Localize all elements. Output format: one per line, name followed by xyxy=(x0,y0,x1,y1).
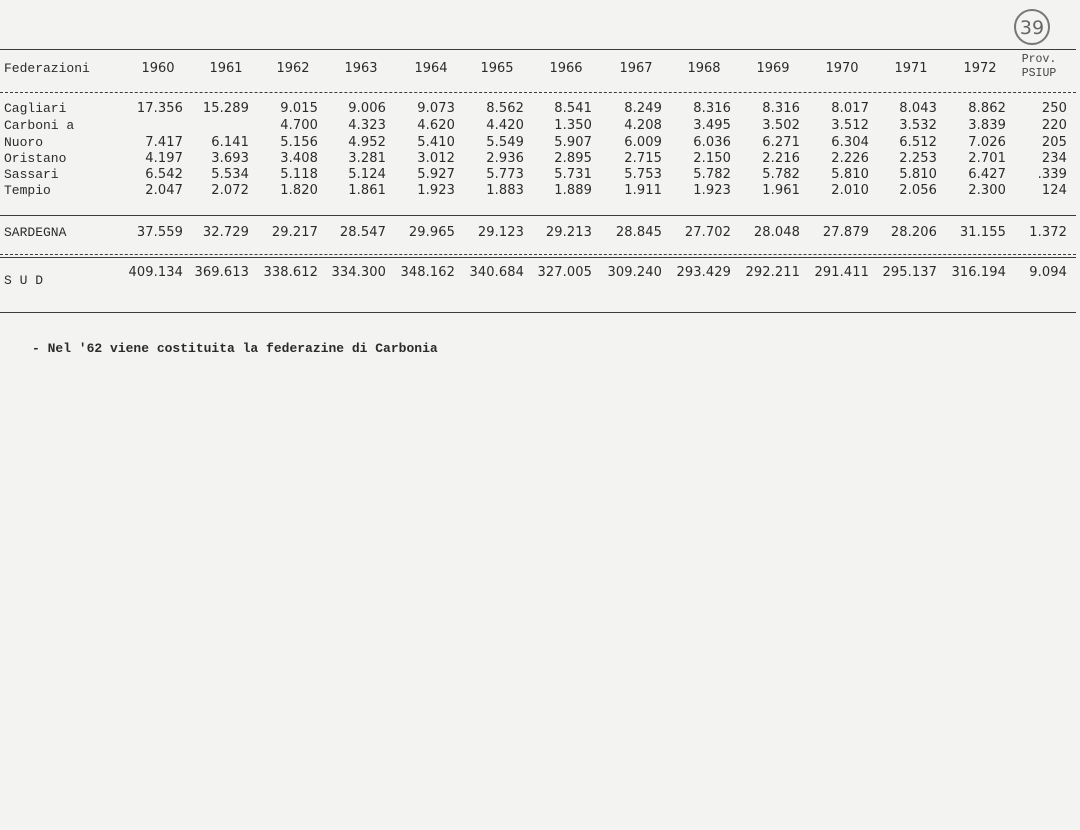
row-tempio-value-1964: 1.923 xyxy=(417,183,455,198)
page-number-stamp: 39 xyxy=(1014,9,1050,45)
row-sud-value-1966: 327.005 xyxy=(537,265,592,280)
year-header-1971: 1971 xyxy=(894,61,928,76)
row-tempio-value-1971: 2.056 xyxy=(899,183,937,198)
row-sardegna-value-1964: 29.965 xyxy=(408,225,455,240)
row-sud-value-1970: 291.411 xyxy=(814,265,869,280)
row-sassari-label: Sassari xyxy=(4,167,59,182)
row-cagliari-value-1967: 8.249 xyxy=(624,101,662,116)
row-oristano-value-prov-psiup: 234 xyxy=(1041,151,1067,166)
row-sud-value-1971: 295.137 xyxy=(882,265,937,280)
row-tempio-value-prov-psiup: 124 xyxy=(1041,183,1067,198)
row-carboni-a-value-prov-psiup: 220 xyxy=(1041,118,1067,133)
row-tempio-value-1962: 1.820 xyxy=(280,183,318,198)
row-sud-value-1960: 409.134 xyxy=(128,265,183,280)
year-header-1969: 1969 xyxy=(756,61,790,76)
row-carboni-a-value-1969: 3.502 xyxy=(762,118,800,133)
row-sud-label: S U D xyxy=(4,273,44,288)
row-tempio-value-1960: 2.047 xyxy=(145,183,183,198)
row-sardegna-value-1966: 29.213 xyxy=(545,225,592,240)
row-nuoro-value-1965: 5.549 xyxy=(486,135,524,150)
row-sassari-value-1969: 5.782 xyxy=(762,167,800,182)
row-sassari-value-1966: 5.731 xyxy=(554,167,592,182)
row-carboni-a-value-1963: 4.323 xyxy=(348,118,386,133)
header-prov-line2: PSIUP xyxy=(1021,67,1057,80)
row-oristano-value-1965: 2.936 xyxy=(486,151,524,166)
row-oristano-value-1962: 3.408 xyxy=(280,151,318,166)
year-header-1967: 1967 xyxy=(619,61,653,76)
row-oristano-label: Oristano xyxy=(4,151,67,166)
row-nuoro-value-1969: 6.271 xyxy=(762,135,800,150)
row-sud-value-1961: 369.613 xyxy=(194,265,249,280)
row-tempio-value-1966: 1.889 xyxy=(554,183,592,198)
row-tempio-value-1961: 2.072 xyxy=(211,183,249,198)
row-nuoro-value-1971: 6.512 xyxy=(899,135,937,150)
sud-top-rule xyxy=(0,257,1076,258)
row-carboni-a-label: Carboni a xyxy=(4,118,75,133)
year-header-1966: 1966 xyxy=(549,61,583,76)
year-header-1960: 1960 xyxy=(141,61,175,76)
row-sardegna-label: SARDEGNA xyxy=(4,225,67,240)
year-header-1968: 1968 xyxy=(687,61,721,76)
table-top-rule xyxy=(0,49,1076,50)
row-nuoro-value-prov-psiup: 205 xyxy=(1041,135,1067,150)
row-tempio-value-1970: 2.010 xyxy=(831,183,869,198)
row-cagliari-label: Cagliari xyxy=(4,101,67,116)
row-nuoro-value-1972: 7.026 xyxy=(968,135,1006,150)
row-sardegna-value-1972: 31.155 xyxy=(959,225,1006,240)
header-prov-line1: Prov. xyxy=(1021,53,1057,66)
row-sardegna-value-1961: 32.729 xyxy=(202,225,249,240)
row-sardegna-value-1963: 28.547 xyxy=(339,225,386,240)
row-carboni-a-value-1962: 4.700 xyxy=(280,118,318,133)
row-cagliari-value-1962: 9.015 xyxy=(280,101,318,116)
row-sassari-value-1967: 5.753 xyxy=(624,167,662,182)
row-nuoro-label: Nuoro xyxy=(4,135,44,150)
row-carboni-a-value-1967: 4.208 xyxy=(624,118,662,133)
year-header-1963: 1963 xyxy=(344,61,378,76)
row-sud-value-1968: 293.429 xyxy=(676,265,731,280)
row-sardegna-value-1968: 27.702 xyxy=(684,225,731,240)
row-tempio-value-1963: 1.861 xyxy=(348,183,386,198)
row-sassari-value-prov-psiup: .339 xyxy=(1037,167,1067,182)
row-oristano-value-1966: 2.895 xyxy=(554,151,592,166)
row-tempio-value-1965: 1.883 xyxy=(486,183,524,198)
row-cagliari-value-1964: 9.073 xyxy=(417,101,455,116)
row-carboni-a-value-1968: 3.495 xyxy=(693,118,731,133)
row-oristano-value-1960: 4.197 xyxy=(145,151,183,166)
row-cagliari-value-1969: 8.316 xyxy=(762,101,800,116)
row-tempio-value-1969: 1.961 xyxy=(762,183,800,198)
row-sardegna-value-prov-psiup: 1.372 xyxy=(1029,225,1067,240)
row-cagliari-value-1961: 15.289 xyxy=(202,101,249,116)
row-cagliari-value-1968: 8.316 xyxy=(693,101,731,116)
row-sardegna-value-1971: 28.206 xyxy=(890,225,937,240)
table-bottom-rule xyxy=(0,312,1076,313)
row-carboni-a-value-1971: 3.532 xyxy=(899,118,937,133)
row-cagliari-value-prov-psiup: 250 xyxy=(1041,101,1067,116)
row-tempio-label: Tempio xyxy=(4,183,51,198)
row-carboni-a-value-1965: 4.420 xyxy=(486,118,524,133)
year-header-1965: 1965 xyxy=(480,61,514,76)
row-oristano-value-1971: 2.253 xyxy=(899,151,937,166)
row-tempio-value-1967: 1.911 xyxy=(624,183,662,198)
row-sassari-value-1964: 5.927 xyxy=(417,167,455,182)
row-sardegna-value-1970: 27.879 xyxy=(822,225,869,240)
row-sassari-value-1971: 5.810 xyxy=(899,167,937,182)
row-sassari-value-1970: 5.810 xyxy=(831,167,869,182)
year-header-1964: 1964 xyxy=(414,61,448,76)
row-carboni-a-value-1972: 3.839 xyxy=(968,118,1006,133)
row-cagliari-value-1971: 8.043 xyxy=(899,101,937,116)
footnote: - Nel '62 viene costituita la federazine di Carbonia xyxy=(32,341,438,356)
row-sud-value-1964: 348.162 xyxy=(400,265,455,280)
row-sud-value-prov-psiup: 9.094 xyxy=(1029,265,1067,280)
year-header-1962: 1962 xyxy=(276,61,310,76)
row-sud-value-1967: 309.240 xyxy=(607,265,662,280)
year-header-1972: 1972 xyxy=(963,61,997,76)
row-nuoro-value-1963: 4.952 xyxy=(348,135,386,150)
row-sud-value-1972: 316.194 xyxy=(951,265,1006,280)
row-sardegna-value-1967: 28.845 xyxy=(615,225,662,240)
row-sardegna-value-1960: 37.559 xyxy=(136,225,183,240)
row-sardegna-value-1965: 29.123 xyxy=(477,225,524,240)
row-oristano-value-1967: 2.715 xyxy=(624,151,662,166)
row-sassari-value-1960: 6.542 xyxy=(145,167,183,182)
row-oristano-value-1969: 2.216 xyxy=(762,151,800,166)
row-oristano-value-1972: 2.701 xyxy=(968,151,1006,166)
row-sud-value-1962: 338.612 xyxy=(263,265,318,280)
row-nuoro-value-1962: 5.156 xyxy=(280,135,318,150)
row-carboni-a-value-1970: 3.512 xyxy=(831,118,869,133)
row-cagliari-value-1966: 8.541 xyxy=(554,101,592,116)
row-nuoro-value-1967: 6.009 xyxy=(624,135,662,150)
row-tempio-value-1968: 1.923 xyxy=(693,183,731,198)
row-nuoro-value-1960: 7.417 xyxy=(145,135,183,150)
sardegna-bottom-rule xyxy=(0,254,1076,255)
row-cagliari-value-1965: 8.562 xyxy=(486,101,524,116)
row-sassari-value-1965: 5.773 xyxy=(486,167,524,182)
row-sassari-value-1963: 5.124 xyxy=(348,167,386,182)
year-header-1961: 1961 xyxy=(209,61,243,76)
row-carboni-a-value-1966: 1.350 xyxy=(554,118,592,133)
row-sassari-value-1968: 5.782 xyxy=(693,167,731,182)
header-bottom-rule xyxy=(0,92,1076,93)
row-nuoro-value-1966: 5.907 xyxy=(554,135,592,150)
row-sud-value-1965: 340.684 xyxy=(469,265,524,280)
row-sassari-value-1972: 6.427 xyxy=(968,167,1006,182)
row-oristano-value-1961: 3.693 xyxy=(211,151,249,166)
header-federazioni: Federazioni xyxy=(4,61,90,76)
row-nuoro-value-1968: 6.036 xyxy=(693,135,731,150)
row-oristano-value-1970: 2.226 xyxy=(831,151,869,166)
row-sardegna-value-1969: 28.048 xyxy=(753,225,800,240)
year-header-1970: 1970 xyxy=(825,61,859,76)
row-cagliari-value-1970: 8.017 xyxy=(831,101,869,116)
row-sardegna-value-1962: 29.217 xyxy=(271,225,318,240)
row-nuoro-value-1964: 5.410 xyxy=(417,135,455,150)
row-tempio-value-1972: 2.300 xyxy=(968,183,1006,198)
row-nuoro-value-1961: 6.141 xyxy=(211,135,249,150)
sardegna-top-rule xyxy=(0,215,1076,216)
row-oristano-value-1964: 3.012 xyxy=(417,151,455,166)
row-sud-value-1969: 292.211 xyxy=(745,265,800,280)
row-nuoro-value-1970: 6.304 xyxy=(831,135,869,150)
row-sassari-value-1961: 5.534 xyxy=(211,167,249,182)
row-oristano-value-1963: 3.281 xyxy=(348,151,386,166)
row-cagliari-value-1963: 9.006 xyxy=(348,101,386,116)
header-prov-psiup xyxy=(1011,53,1067,81)
row-oristano-value-1968: 2.150 xyxy=(693,151,731,166)
row-cagliari-value-1972: 8.862 xyxy=(968,101,1006,116)
row-cagliari-value-1960: 17.356 xyxy=(136,101,183,116)
row-sassari-value-1962: 5.118 xyxy=(280,167,318,182)
row-carboni-a-value-1964: 4.620 xyxy=(417,118,455,133)
row-sud-value-1963: 334.300 xyxy=(331,265,386,280)
